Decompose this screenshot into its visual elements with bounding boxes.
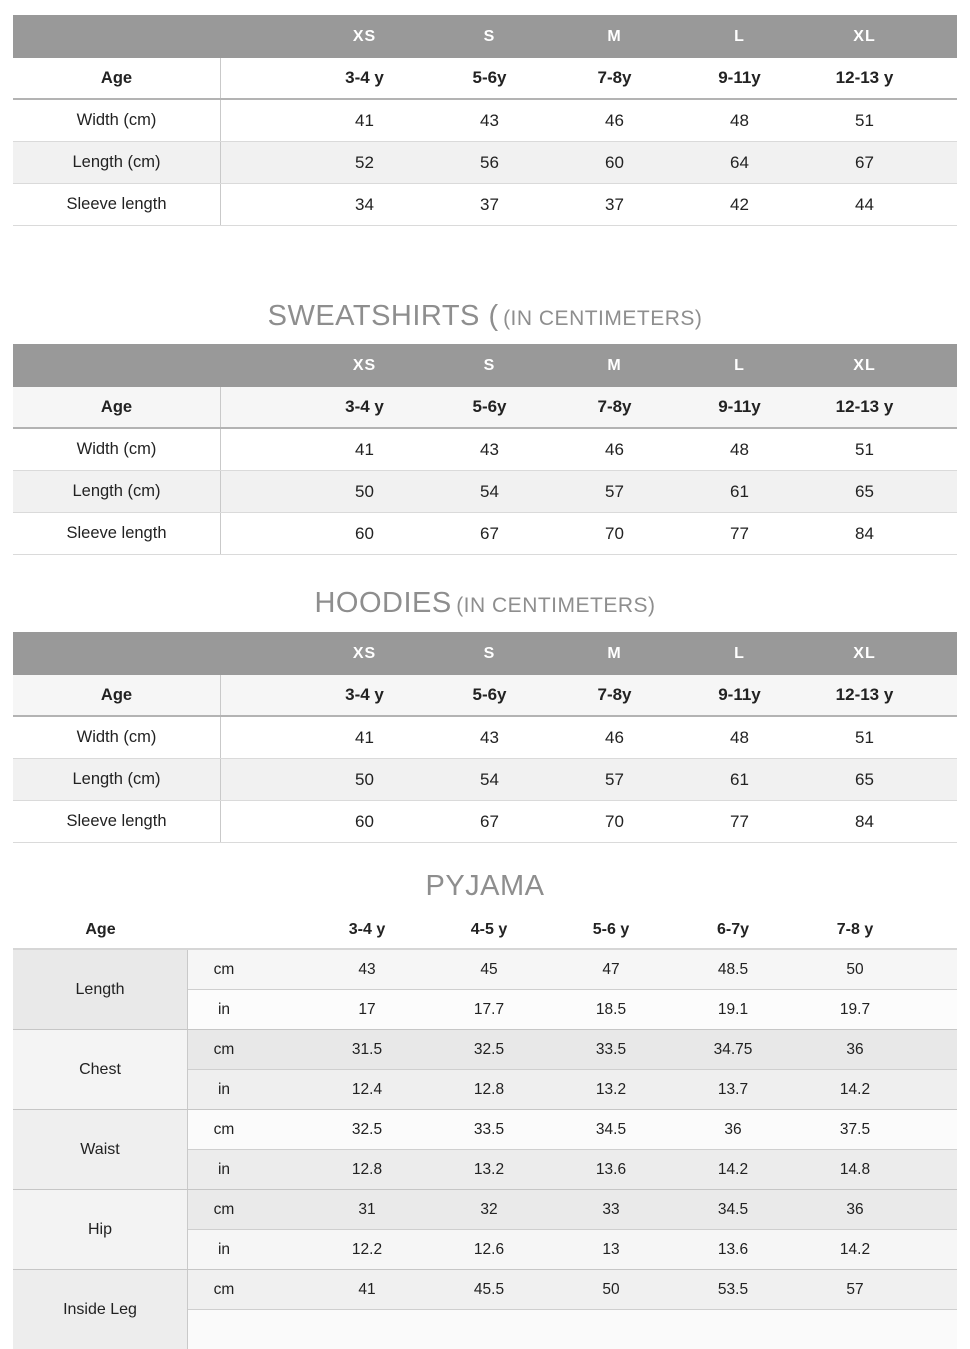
value-cell: 50 <box>846 960 864 978</box>
age-row <box>13 387 957 429</box>
pyjama-group-hip <box>13 1189 957 1269</box>
value-cell: 13.6 <box>717 1240 749 1258</box>
value-cell: 17 <box>358 1000 376 1018</box>
value-cell: 43 <box>480 110 499 130</box>
size-header-m: M <box>607 27 622 45</box>
group-label: Chest <box>13 1030 188 1109</box>
value-cell: 19.7 <box>839 1000 871 1018</box>
row-label: Sleeve length <box>13 801 221 842</box>
pyjama-group-length <box>13 950 957 1029</box>
value-cell: 70 <box>605 811 624 831</box>
value-cell: 67 <box>855 152 874 172</box>
age-cell: 5-6y <box>472 397 507 416</box>
value-cell: 43 <box>480 727 499 747</box>
value-cell: 65 <box>855 769 874 789</box>
group-label: Inside Leg <box>13 1270 188 1349</box>
value-cell: 41 <box>355 439 374 459</box>
age-cell: 9-11y <box>718 68 761 87</box>
in-row <box>188 1230 957 1269</box>
row-label: Length (cm) <box>13 471 221 512</box>
size-table-hoodies <box>13 632 957 843</box>
value-cell: 48 <box>730 727 749 747</box>
age-row <box>13 58 957 100</box>
size-header-xl: XL <box>853 356 876 374</box>
value-cell: 34.5 <box>717 1200 749 1218</box>
value-cell: 14.2 <box>839 1080 871 1098</box>
size-header-row <box>13 344 957 387</box>
age-cell: 6-7y <box>716 921 750 938</box>
size-header-xs: XS <box>352 356 377 374</box>
age-cell: 3-4 y <box>345 685 384 704</box>
value-cell: 50 <box>355 481 374 501</box>
group-rows <box>188 1030 957 1109</box>
age-cell: 5-6 y <box>592 921 630 938</box>
unit-label-cm: cm <box>213 1280 235 1298</box>
age-row <box>13 675 957 717</box>
group-label: Waist <box>13 1110 188 1189</box>
value-cell: 46 <box>605 110 624 130</box>
section-heading-hoodies <box>13 588 957 618</box>
size-header-l: L <box>734 27 745 45</box>
group-rows <box>188 1190 957 1269</box>
value-cell: 12.8 <box>473 1080 505 1098</box>
value-cell: 45.5 <box>473 1280 505 1298</box>
value-cell: 51 <box>855 439 874 459</box>
value-cell: 13.2 <box>595 1080 627 1098</box>
size-header-xl: XL <box>853 27 876 45</box>
in-row <box>188 990 957 1029</box>
value-cell: 12.4 <box>351 1080 383 1098</box>
unit-label-cm: cm <box>213 1200 235 1218</box>
row-label: Sleeve length <box>13 513 221 554</box>
size-header-row <box>13 15 957 58</box>
age-cell: 12-13 y <box>835 68 894 87</box>
group-label: Length <box>13 950 188 1029</box>
unit-label-in: in <box>217 1000 231 1018</box>
age-row-label: Age <box>13 387 221 427</box>
age-cell: 7-8 y <box>836 921 874 938</box>
age-cell: 3-4 y <box>345 397 384 416</box>
unit-label-in: in <box>217 1240 231 1258</box>
value-cell: 14.2 <box>839 1240 871 1258</box>
value-cell: 41 <box>358 1280 376 1298</box>
in-row <box>188 1150 957 1189</box>
value-cell: 70 <box>605 523 624 543</box>
sleeve-row <box>13 513 957 555</box>
size-header-l: L <box>734 356 745 374</box>
value-cell: 61 <box>730 769 749 789</box>
age-cell: 7-8y <box>597 68 632 87</box>
age-cell: 3-4 y <box>348 921 386 938</box>
value-cell: 33.5 <box>473 1120 505 1138</box>
size-table-top <box>13 15 957 226</box>
value-cell: 13 <box>602 1240 620 1258</box>
heading-sub: (IN CENTIMETERS) <box>503 307 703 330</box>
value-cell: 53.5 <box>717 1280 749 1298</box>
age-cell: 12-13 y <box>835 397 894 416</box>
value-cell: 52 <box>355 152 374 172</box>
value-cell: 65 <box>855 481 874 501</box>
value-cell: 51 <box>855 727 874 747</box>
value-cell: 13.2 <box>473 1160 505 1178</box>
row-label: Width (cm) <box>13 429 221 470</box>
value-cell: 32 <box>480 1200 498 1218</box>
unit-label-cm: cm <box>213 960 235 978</box>
section-heading-sweatshirts <box>13 301 957 331</box>
size-header-xs: XS <box>352 27 377 45</box>
cm-row <box>188 1190 957 1230</box>
size-table-sweatshirts <box>13 344 957 555</box>
in-row <box>188 1070 957 1109</box>
size-header-l: L <box>734 644 745 662</box>
section-heading-pyjama <box>13 871 957 901</box>
value-cell: 12.8 <box>351 1160 383 1178</box>
value-cell: 32.5 <box>351 1120 383 1138</box>
pyjama-table <box>13 912 957 1349</box>
value-cell: 77 <box>730 523 749 543</box>
row-label: Length (cm) <box>13 142 221 183</box>
unit-label-in <box>188 1310 260 1349</box>
age-cell: 5-6y <box>472 685 507 704</box>
unit-label-in: in <box>217 1080 231 1098</box>
cm-row <box>188 1270 957 1310</box>
value-cell: 67 <box>480 523 499 543</box>
age-cell: 7-8y <box>597 685 632 704</box>
group-rows <box>188 1110 957 1189</box>
value-cell: 46 <box>605 727 624 747</box>
value-cell: 84 <box>855 811 874 831</box>
value-cell: 57 <box>846 1280 864 1298</box>
heading-main: PYJAMA <box>425 870 545 902</box>
value-cell: 37 <box>480 194 499 214</box>
sleeve-row <box>13 801 957 843</box>
value-cell: 14.2 <box>717 1160 749 1178</box>
size-header-xs: XS <box>352 644 377 662</box>
value-cell: 41 <box>355 110 374 130</box>
age-cell: 3-4 y <box>345 68 384 87</box>
value-cell: 37.5 <box>839 1120 871 1138</box>
cm-row <box>188 950 957 990</box>
size-header-s: S <box>483 27 496 45</box>
value-cell: 46 <box>605 439 624 459</box>
value-cell: 48 <box>730 439 749 459</box>
value-cell: 36 <box>846 1040 864 1058</box>
value-cell: 17.7 <box>473 1000 505 1018</box>
value-cell: 77 <box>730 811 749 831</box>
heading-main: SWEATSHIRTS ( <box>267 300 499 332</box>
age-row-label: Age <box>85 921 116 938</box>
group-label: Hip <box>13 1190 188 1269</box>
age-row-label: Age <box>13 675 221 715</box>
value-cell: 36 <box>846 1200 864 1218</box>
value-cell: 57 <box>605 769 624 789</box>
value-cell: 60 <box>355 523 374 543</box>
value-cell: 43 <box>480 439 499 459</box>
age-cell: 9-11y <box>718 397 761 416</box>
value-cell: 34.75 <box>713 1040 753 1058</box>
size-header-s: S <box>483 356 496 374</box>
length-row <box>13 759 957 801</box>
size-header-m: M <box>607 356 622 374</box>
value-cell: 13.7 <box>717 1080 749 1098</box>
value-cell: 60 <box>605 152 624 172</box>
length-row <box>13 142 957 184</box>
size-header-s: S <box>483 644 496 662</box>
length-row <box>13 471 957 513</box>
value-cell: 12.6 <box>473 1240 505 1258</box>
row-label: Width (cm) <box>13 100 221 141</box>
group-rows <box>188 950 957 1029</box>
in-row-clipped <box>188 1310 957 1349</box>
size-header-row <box>13 632 957 675</box>
value-cell: 33 <box>602 1200 620 1218</box>
heading-sub: (IN CENTIMETERS) <box>456 594 656 617</box>
sleeve-row <box>13 184 957 226</box>
width-row <box>13 717 957 759</box>
value-cell: 33.5 <box>595 1040 627 1058</box>
unit-label-cm: cm <box>213 1040 235 1058</box>
width-row <box>13 100 957 142</box>
value-cell: 32.5 <box>473 1040 505 1058</box>
unit-label-in: in <box>217 1160 231 1178</box>
value-cell: 44 <box>855 194 874 214</box>
value-cell: 19.1 <box>717 1000 749 1018</box>
value-cell: 45 <box>480 960 498 978</box>
value-cell: 43 <box>358 960 376 978</box>
value-cell: 18.5 <box>595 1000 627 1018</box>
value-cell: 34 <box>355 194 374 214</box>
value-cell: 31.5 <box>351 1040 383 1058</box>
pyjama-group-chest <box>13 1029 957 1109</box>
value-cell: 14.8 <box>839 1160 871 1178</box>
pyjama-age-row <box>13 912 957 950</box>
row-label: Sleeve length <box>13 184 221 225</box>
value-cell: 48.5 <box>717 960 749 978</box>
value-cell: 61 <box>730 481 749 501</box>
unit-label-cm: cm <box>213 1120 235 1138</box>
value-cell: 42 <box>730 194 749 214</box>
row-label: Width (cm) <box>13 717 221 758</box>
value-cell: 54 <box>480 769 499 789</box>
size-header-xl: XL <box>853 644 876 662</box>
age-cell: 5-6y <box>472 68 507 87</box>
value-cell: 31 <box>358 1200 376 1218</box>
age-cell: 4-5 y <box>470 921 508 938</box>
age-cell: 7-8y <box>597 397 632 416</box>
pyjama-group-inside-leg <box>13 1269 957 1349</box>
width-row <box>13 429 957 471</box>
value-cell: 36 <box>724 1120 742 1138</box>
value-cell: 84 <box>855 523 874 543</box>
value-cell: 13.6 <box>595 1160 627 1178</box>
value-cell: 41 <box>355 727 374 747</box>
cm-row <box>188 1030 957 1070</box>
value-cell: 50 <box>602 1280 620 1298</box>
group-rows <box>188 1270 957 1349</box>
row-label: Length (cm) <box>13 759 221 800</box>
age-cell: 12-13 y <box>835 685 894 704</box>
cm-row <box>188 1110 957 1150</box>
value-cell: 50 <box>355 769 374 789</box>
value-cell: 60 <box>355 811 374 831</box>
value-cell: 67 <box>480 811 499 831</box>
value-cell: 48 <box>730 110 749 130</box>
value-cell: 56 <box>480 152 499 172</box>
value-cell: 37 <box>605 194 624 214</box>
value-cell: 12.2 <box>351 1240 383 1258</box>
value-cell: 34.5 <box>595 1120 627 1138</box>
value-cell: 64 <box>730 152 749 172</box>
age-row-label: Age <box>13 58 221 98</box>
age-cell: 9-11y <box>718 685 761 704</box>
value-cell: 47 <box>602 960 620 978</box>
value-cell: 57 <box>605 481 624 501</box>
size-header-m: M <box>607 644 622 662</box>
heading-main: HOODIES <box>314 587 452 619</box>
value-cell: 51 <box>855 110 874 130</box>
pyjama-group-waist <box>13 1109 957 1189</box>
value-cell: 54 <box>480 481 499 501</box>
